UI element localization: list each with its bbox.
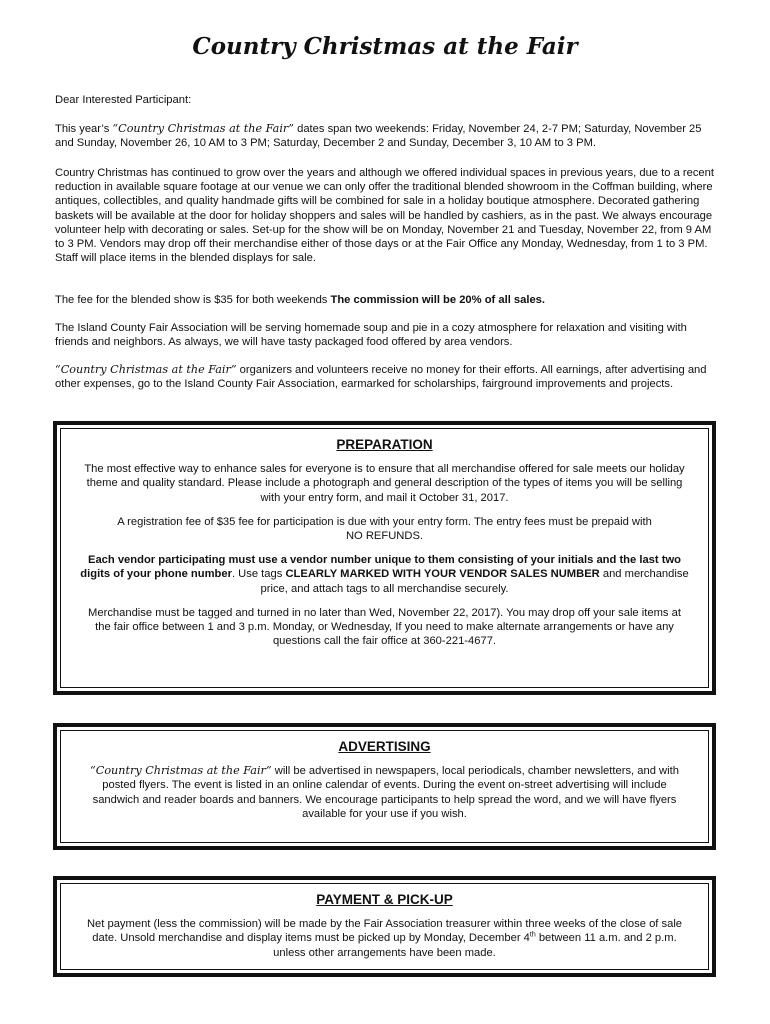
no-refunds-line: NO REFUNDS. — [345, 530, 424, 543]
advertising-box — [53, 723, 716, 850]
preparation-heading: PREPARATION — [336, 437, 433, 452]
page-title: Country Christmas at the Fair — [192, 33, 578, 60]
organizers-paragraph — [55, 363, 715, 391]
intro-rest: dates span two weekends: Friday, November 24, 2-7 PM; Saturday, November 25 and Sunday, November 26, 10 AM to 3 PM; Saturday, December 2 and Sunday, December 3, 10 AM to 3 PM. — [55, 123, 702, 150]
event-name: “Country Christmas at the Fair” — [112, 122, 294, 135]
preparation-box — [53, 421, 716, 695]
commission-text: The commission will be 20% of all sales. — [330, 294, 546, 306]
vendor-number-rule: Each vendor participating must use a vendor number unique to them consisting of your initials and the last two digits of your phone number — [80, 554, 681, 581]
tags-rule: CLEARLY MARKED WITH YOUR VENDOR SALES NUMBER — [285, 568, 600, 581]
advertising-heading: ADVERTISING — [338, 739, 431, 754]
fee-paragraph — [55, 293, 715, 307]
preparation-p3 — [79, 553, 690, 596]
payment-text-1: Net payment (less the commission) will be made by the Fair Association treasurer within three weeks of the close of sale date. Unsold merchandise and display items must be picked up by Monday, December 4 — [86, 918, 683, 945]
food-paragraph: The Island County Fair Association will be serving homemade soup and pie in a cozy atmosphere for relaxation and visiting with friends and neighbors. As always, we will have tasty packaged food offered by area vendors. — [55, 322, 687, 349]
event-name: “Country Christmas at the Fair” — [90, 764, 272, 778]
intro-paragraph — [55, 122, 715, 150]
growth-paragraph: Country Christmas has continued to grow over the years and although we offered individual spaces in previous years, due to a recent reduction in available square footage at our venue we can only offer the traditional blended showroom in the Coffman building, where antiques, collectibles, and quality handmade gifts will be combined for sale in a holiday boutique atmosphere. Decorated gathering baskets will be available at the door for holiday shoppers and sales will be handled by cashiers, as in the past. We always encourage volunteer help with decorating or sales. Set-up for the show will be on Monday, November 21 and Tuesday, November 22, from 9 AM to 3 PM. Vendors may drop off their merchandise either of those days or at the Fair Office any Monday, Wednesday, from 1 to 3 PM. Staff will place items in the blended displays for sale. — [55, 167, 714, 265]
ordinal-suffix: th — [529, 931, 536, 939]
preparation-p2 — [79, 515, 690, 543]
intro-prefix: This year’s — [55, 123, 113, 135]
payment-box — [53, 876, 716, 977]
greeting: Dear Interested Participant: — [55, 94, 192, 106]
fee-text: The fee for the blended show is $35 for both weekends — [55, 294, 331, 306]
event-name: “Country Christmas at the Fair” — [55, 363, 237, 376]
organizers-rest: organizers and volunteers receive no money for their efforts. All earnings, after advertising and other expenses, go to the Island County Fair Association, earmarked for scholarships, fairground improvements and projects. — [55, 364, 707, 391]
payment-text-2: between 11 a.m. and 2 p.m. unless other arrangements have been made. — [273, 932, 677, 959]
advertising-rest: will be advertised in newspapers, local periodicals, chamber newsletters, and with posted flyers. The event is listed in an online calendar of events. During the event on-street advertising will include sandwich and reader boards and banners. We encourage participants to help spread the word, and we will have flyers available for your use if you wish. — [92, 765, 679, 820]
registration-fee-line: A registration fee of $35 fee for participation is due with your entry form. The entry fees must be prepaid with — [117, 515, 652, 528]
tags-text: . Use tags — [231, 568, 286, 581]
advertising-paragraph — [79, 764, 690, 821]
preparation-p1: The most effective way to enhance sales for everyone is to ensure that all merchandise offered for sale meets our holiday theme and quality standard. Please include a photograph and general description of the types of items you will be selling with your entry form, and mail it October 31, 2017. — [84, 463, 685, 504]
tags-end-text: and merchandise price, and attach tags to all merchandise securely. — [260, 568, 689, 595]
payment-paragraph — [79, 917, 690, 960]
payment-heading: PAYMENT & PICK-UP — [316, 892, 453, 907]
preparation-p4: Merchandise must be tagged and turned in no later than Wed, November 22, 2017). You may drop off your sale items at the fair office between 1 and 3 p.m. Monday, or Wednesday, If you need to make alternate arrangements or have any questions call the fair office at 360-221-4677. — [88, 606, 681, 648]
